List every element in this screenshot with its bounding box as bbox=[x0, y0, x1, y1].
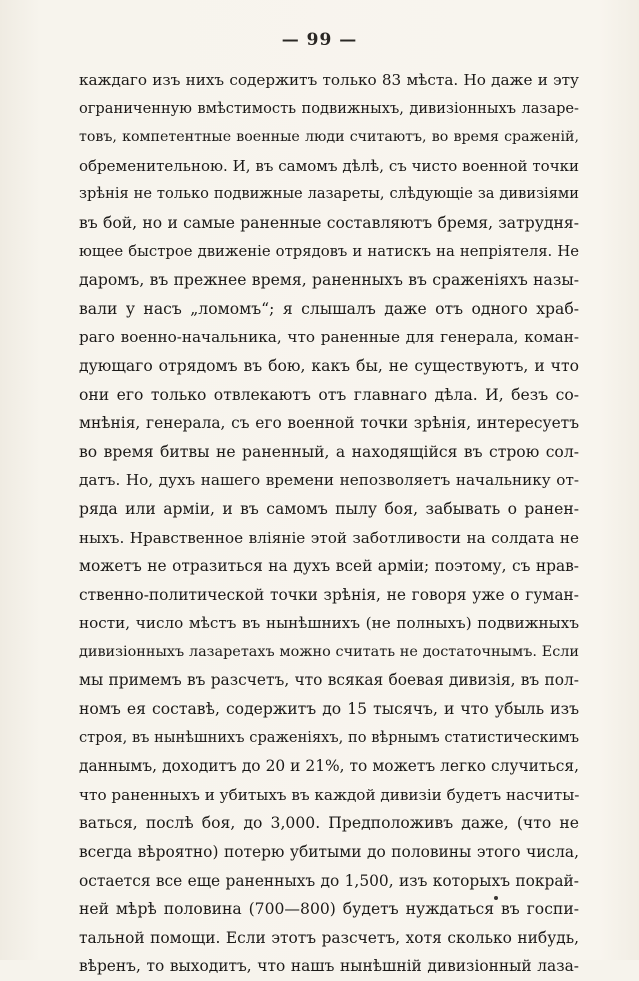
text-line: ваться, послѣ боя, до 3,000. Предположивъ даже, (что не bbox=[79, 814, 579, 833]
page-number: — 99 — bbox=[281, 30, 358, 50]
body-text bbox=[79, 66, 579, 981]
text-line: тальной помощи. Если этотъ разсчетъ, хотя сколько нибудь, bbox=[79, 928, 579, 947]
text-line: ственно-политической точки зрѣнія, не говоря уже о гуман- bbox=[79, 585, 579, 604]
text-line: что раненныхъ и убитыхъ въ каждой дивизіи будетъ насчиты- bbox=[79, 785, 579, 804]
text-line: обременительною. И, въ самомъ дѣлѣ, съ чисто военной точки bbox=[79, 156, 579, 175]
text-line: ней мѣрѣ половина (700—800) будетъ нуждаться въ госпи- bbox=[79, 900, 579, 919]
text-line: мнѣнія, генерала, съ его военной точки зрѣнія, интересуетъ bbox=[79, 414, 579, 433]
text-line: зрѣнія не только подвижные лазареты, слѣдующіе за дивизіями bbox=[79, 185, 579, 203]
text-line: ряда или арміи, и въ самомъ пылу боя, забывать о ранен- bbox=[79, 499, 579, 518]
text-line: датъ. Но, духъ нашего времени непозволяетъ начальнику от- bbox=[79, 471, 579, 490]
text-line: ности, число мѣстъ въ нынѣшнихъ (не полныхъ) подвижныхъ bbox=[79, 614, 579, 633]
text-line: каждаго изъ нихъ содержитъ только 83 мѣста. Но даже и эту bbox=[79, 71, 579, 89]
text-line: ющее быстрое движеніе отрядовъ и натискъ на непріятеля. Не bbox=[79, 242, 579, 260]
text-line: номъ ея составѣ, содержитъ до 15 тысячъ, и что убыль изъ bbox=[79, 700, 579, 719]
text-line: мы примемъ въ разсчетъ, что всякая боевая дивизія, въ пол- bbox=[79, 671, 579, 690]
text-line: дующаго отрядомъ въ бою, какъ бы, не существуютъ, и что bbox=[79, 356, 579, 375]
text-line: строя, въ нынѣшнихъ сраженіяхъ, по вѣрнымъ статистическимъ bbox=[79, 728, 579, 746]
text-line: всегда вѣроятно) потерю убитыми до половины этого числа, bbox=[79, 843, 579, 862]
text-line: вали у насъ „ломомъ“; я слышалъ даже отъ одного храб- bbox=[79, 299, 579, 318]
text-line: во время битвы не раненный, а находящійся въ строю сол- bbox=[79, 442, 579, 461]
text-line: раго военно-начальника, что раненные для генерала, коман- bbox=[79, 328, 579, 347]
text-line: даннымъ, доходитъ до 20 и 21%, то можетъ легко случиться, bbox=[79, 757, 579, 776]
ink-speck bbox=[494, 896, 498, 900]
text-line: товъ, компетентные военные люди считаютъ, во время сраженій, bbox=[79, 129, 579, 146]
text-line: вѣренъ, то выходитъ, что нашъ нынѣшній дивизіонный лаза- bbox=[79, 957, 579, 976]
text-line: дивизіонныхъ лазаретахъ можно считать не достаточнымъ. Если bbox=[79, 643, 579, 660]
text-line: остается все еще раненныхъ до 1,500, изъ которыхъ покрай- bbox=[79, 871, 579, 890]
text-line: ныхъ. Нравственное вліяніе этой заботливости на солдата не bbox=[79, 528, 579, 547]
text-line: можетъ не отразиться на духъ всей арміи; поэтому, съ нрав- bbox=[79, 557, 579, 576]
text-line: въ бой, но и самые раненные составляютъ бремя, затрудня- bbox=[79, 213, 579, 232]
text-line: даромъ, въ прежнее время, раненныхъ въ сраженіяхъ назы- bbox=[79, 271, 579, 290]
text-line: ограниченную вмѣстимость подвижныхъ, дивизіонныхъ лазаре- bbox=[79, 99, 579, 117]
text-line: они его только отвлекаютъ отъ главнаго дѣла. И, безъ со- bbox=[79, 385, 579, 404]
